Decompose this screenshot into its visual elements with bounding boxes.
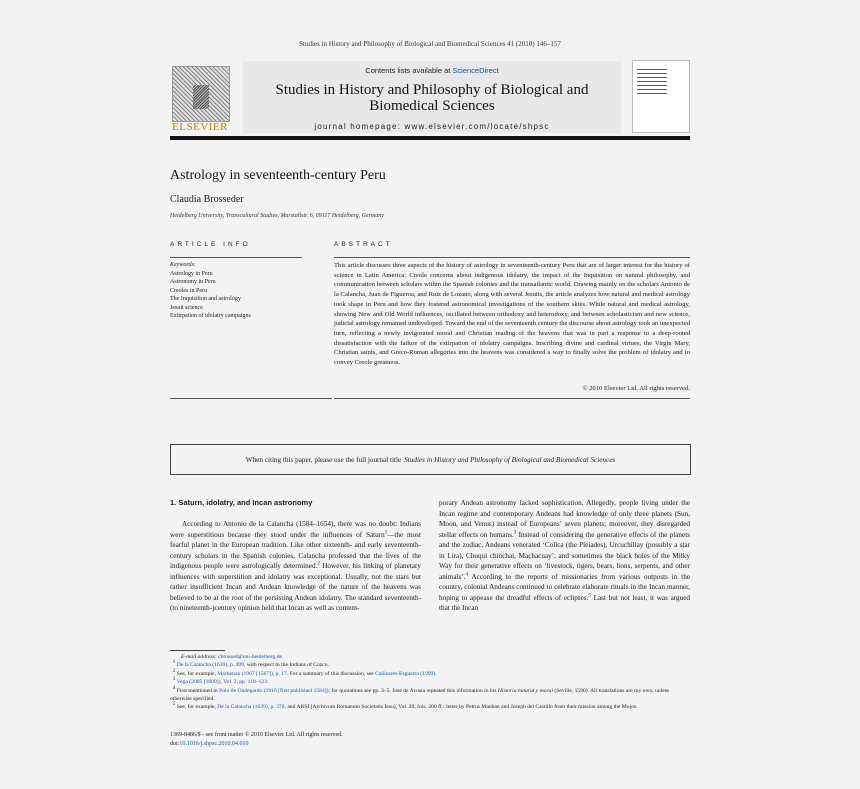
keyword-item: The Inquisition and astrology (170, 296, 241, 302)
citation-prefix: When citing this paper, please use the full journal title (245, 455, 402, 464)
article-title: Astrology in seventeenth-century Peru (170, 168, 386, 183)
doi-link[interactable]: 10.1016/j.shpsc.2010.04.010 (179, 741, 249, 747)
article-info-rule-top (170, 257, 302, 258)
footnote-link[interactable]: Martienzo (1967 [1567]), p. 17 (217, 670, 287, 677)
footnote-number: 2 (172, 668, 176, 674)
footnote-item (170, 687, 690, 704)
journal-title: Studies in History and Philosophy of Biological and Biomedical Sciences (275, 82, 589, 114)
abstract-text: This article discusses three aspects of the history of astrology in seventeenth-century Peru that are of larger interest for the history of science in Latin America: Creole concerns about indigenous idolatry, the impact of the Inquisition on natural philosophy, and communication between scholars within the Spanish colonies and the transatlantic world. Drawing mainly on the scholars Antonio de la Calancha, Juan de Figueroa, and Ruiz de Lozano, along with several Jesuits, the article analyzes how natural and medical astrology took shape in Peru and how they fostered astronomical investigations of the southern skies. While natural and medical astrology, showing New and Old World influences, oscillated between orthodoxy and heterodoxy, and between scholasticism and new science, judicial astrology remained undeveloped. Toward the end of the seventeenth century the discourse about astrology took an unexpected turn, reflecting a newly invigorated moral and Christian reading of the heavens that was in part a response to a deep-rooted dissatisfaction with the failure of the extirpation of idolatry campaigns. Inscribing divine and cardinal virtues, the Virgin Mary, Christian saints, and Greco-Roman allegories into the heavens was considered a way to finally solve the problem of idolatry and to convey Creole greatness. (334, 262, 690, 367)
footnote-link[interactable]: Polo de Ondegardo (1916 [first published 1584]) (219, 687, 329, 694)
footnote-number: 4 (172, 685, 176, 691)
footnote-ref[interactable]: 2 (317, 561, 320, 567)
footnote-email (170, 653, 690, 661)
article-info-heading: ARTICLE INFO (170, 241, 251, 248)
keyword-item: Jesuit science (170, 304, 203, 311)
footnote-text: ; for quotations see pp. 3–5. José de Acosta repeated this information in his (328, 687, 498, 694)
footnote-link[interactable]: Cañizares-Esguerra (1999) (375, 670, 436, 677)
footnote-italic: Historia natural y moral (497, 687, 554, 694)
body-column-left (170, 519, 421, 614)
author-name: Claudia Brosseder (170, 194, 244, 205)
footnote-item (170, 670, 690, 678)
author-affiliation: Heidelberg University, Transcultural Studies, Marstallstr. 6, 69117 Heidelberg, Germany (170, 213, 384, 219)
keyword-item: Astrology in Peru (170, 270, 213, 277)
keyword-item: Astronomy in Peru (170, 279, 216, 285)
author-email-link[interactable]: cbrossed@uni-heidelberg.de (218, 654, 283, 660)
sciencedirect-link[interactable]: ScienceDirect (452, 66, 499, 75)
article-info-rule-bottom (170, 398, 332, 399)
footnote-rule (170, 650, 225, 651)
footnote-text: . (435, 670, 437, 677)
keyword-item: Extirpation of idolatry campaigns (170, 313, 251, 319)
issn-line: 1369-8486/$ - see front matter © 2010 Elsevier Ltd. All rights reserved. (170, 732, 343, 738)
journal-cover-thumbnail[interactable] (632, 60, 690, 133)
footnote-number: 1 (172, 660, 176, 666)
footnote-ref[interactable]: 3 (513, 530, 517, 536)
abstract-copyright: © 2010 Elsevier Ltd. All rights reserved. (582, 385, 690, 392)
keywords-block (170, 261, 302, 321)
footnote-item (170, 678, 690, 686)
keyword-item: Creoles in Peru (170, 287, 207, 294)
citation-journal: Studies in History and Philosophy of Biological and Biomedical Sciences (404, 455, 616, 464)
abstract-rule-bottom (334, 398, 690, 399)
footnote-text: . For a summary of this discussion, see (286, 670, 376, 677)
footnote-ref[interactable]: 1 (384, 530, 388, 536)
footnote-number: 5 (172, 702, 176, 708)
footnote-text: See, for example, (176, 670, 218, 677)
footnote-link[interactable]: De la Calancha (1639), p. 499, (176, 662, 246, 669)
body-text: However, his linking of planetary influences with superstition and idolatry was exceptional. Usually, not the stars but rather insufficient Incan and Andean knowledge of the nature of the heavens was believed to be at the root of the persisting Andean idolatry. The standard seventeenth- (to nineteenth-)century opinion held that Incan as well as contem- (170, 562, 421, 612)
front-matter-info (170, 731, 343, 749)
body-text: porary Andean astronomy lacked sophistication. Allegedly, people living under the Incan regime and contemporary Andeans had knowledge of only three planets (Sun, Moon, and Venus) instead of Europeans’ seven planets; moreover, they disregarded stellar effects on humans. (439, 499, 690, 539)
doi-line (170, 740, 343, 749)
journal-masthead (243, 61, 621, 133)
body-text: —the most fearful planet in the European tradition. Like other sixteenth- and early seventeenth-century scholars in the Spanish colonies, Calancha professed that the lives of the indigenous people were astrologically determined. (170, 530, 421, 570)
body-text: According to the reports of missionaries from various outposts in the country, colonial Andeans continued to celebrate elaborate rituals in the Incan manner, hoping to appease the dreadful effects of eclipses. (439, 572, 690, 602)
footnote-number: 3 (172, 677, 176, 683)
elsevier-wordmark: ELSEVIER (172, 121, 228, 133)
keywords-label: Keywords: (170, 262, 196, 268)
footnote-ref[interactable]: 4 (465, 572, 469, 578)
header-rule (170, 136, 690, 140)
footnote-text: (Seville, 1590). All translations are my own, unless otherwise specified. (170, 687, 670, 703)
footnote-text: See, for example, (176, 704, 218, 711)
abstract-heading: ABSTRACT (334, 241, 393, 248)
body-text: According to Antonio de la Calancha (1584–1654), there was no doubt: Indians were superstitious because they stood under the influences of Saturn (170, 520, 421, 539)
journal-reference: Studies in History and Philosophy of Biological and Biomedical Sciences 41 (2010) 146–157 (299, 40, 561, 48)
body-column-right (439, 498, 690, 614)
footnote-text: with respect to the Indians of Cuzco. (245, 662, 329, 669)
cover-title-lines (637, 69, 667, 95)
doi-label: doi: (170, 741, 180, 747)
body-text: Last but not least, it was argued that the Incan (439, 593, 690, 612)
citation-notice (170, 444, 691, 475)
section-heading: 1. Saturn, idolatry, and Incan astronomy (170, 498, 313, 507)
footnote-link[interactable]: Vega (2005 [1609]), Vol. 2, pp. 118–123 (176, 679, 268, 686)
footnote-link[interactable]: De la Calancha (1639), p. 378 (217, 704, 285, 711)
footnote-ref[interactable]: 5 (588, 593, 591, 599)
email-label: E-mail address: (181, 654, 217, 660)
footnote-item (170, 703, 690, 711)
footnote-text: First mentioned in (176, 687, 220, 694)
body-text: Instead of considering the generative effects of the planets and the zodiac, Andeans venerated ‘Collca (the Pleiades), Urcuchillay (possibly a star in Lira), Chuqui chinchai, Machacuay’, and sometimes the black holes of the Milky Way for their generative effects on ‘livestock, tigers, bears, lions, serpents, and other animals’. (439, 530, 690, 581)
footnotes (170, 653, 690, 712)
abstract-rule-top (334, 257, 690, 258)
footnote-text: , and ARSI [Archivum Romanum Societatis Iesu], Vol. 20, fols. 200 ff.: letter by Petrus Manhan and Joseph del Castillo from their mission among the Mojos. (284, 704, 638, 711)
journal-homepage[interactable]: journal homepage: www.elsevier.com/locate/shpsc (314, 122, 550, 131)
contents-prefix: Contents lists available at (365, 66, 451, 75)
elsevier-logo[interactable] (170, 66, 230, 132)
footnote-text: . (267, 679, 269, 686)
elsevier-tree-icon (172, 66, 230, 122)
contents-line (243, 66, 621, 75)
footnote-item (170, 661, 690, 669)
